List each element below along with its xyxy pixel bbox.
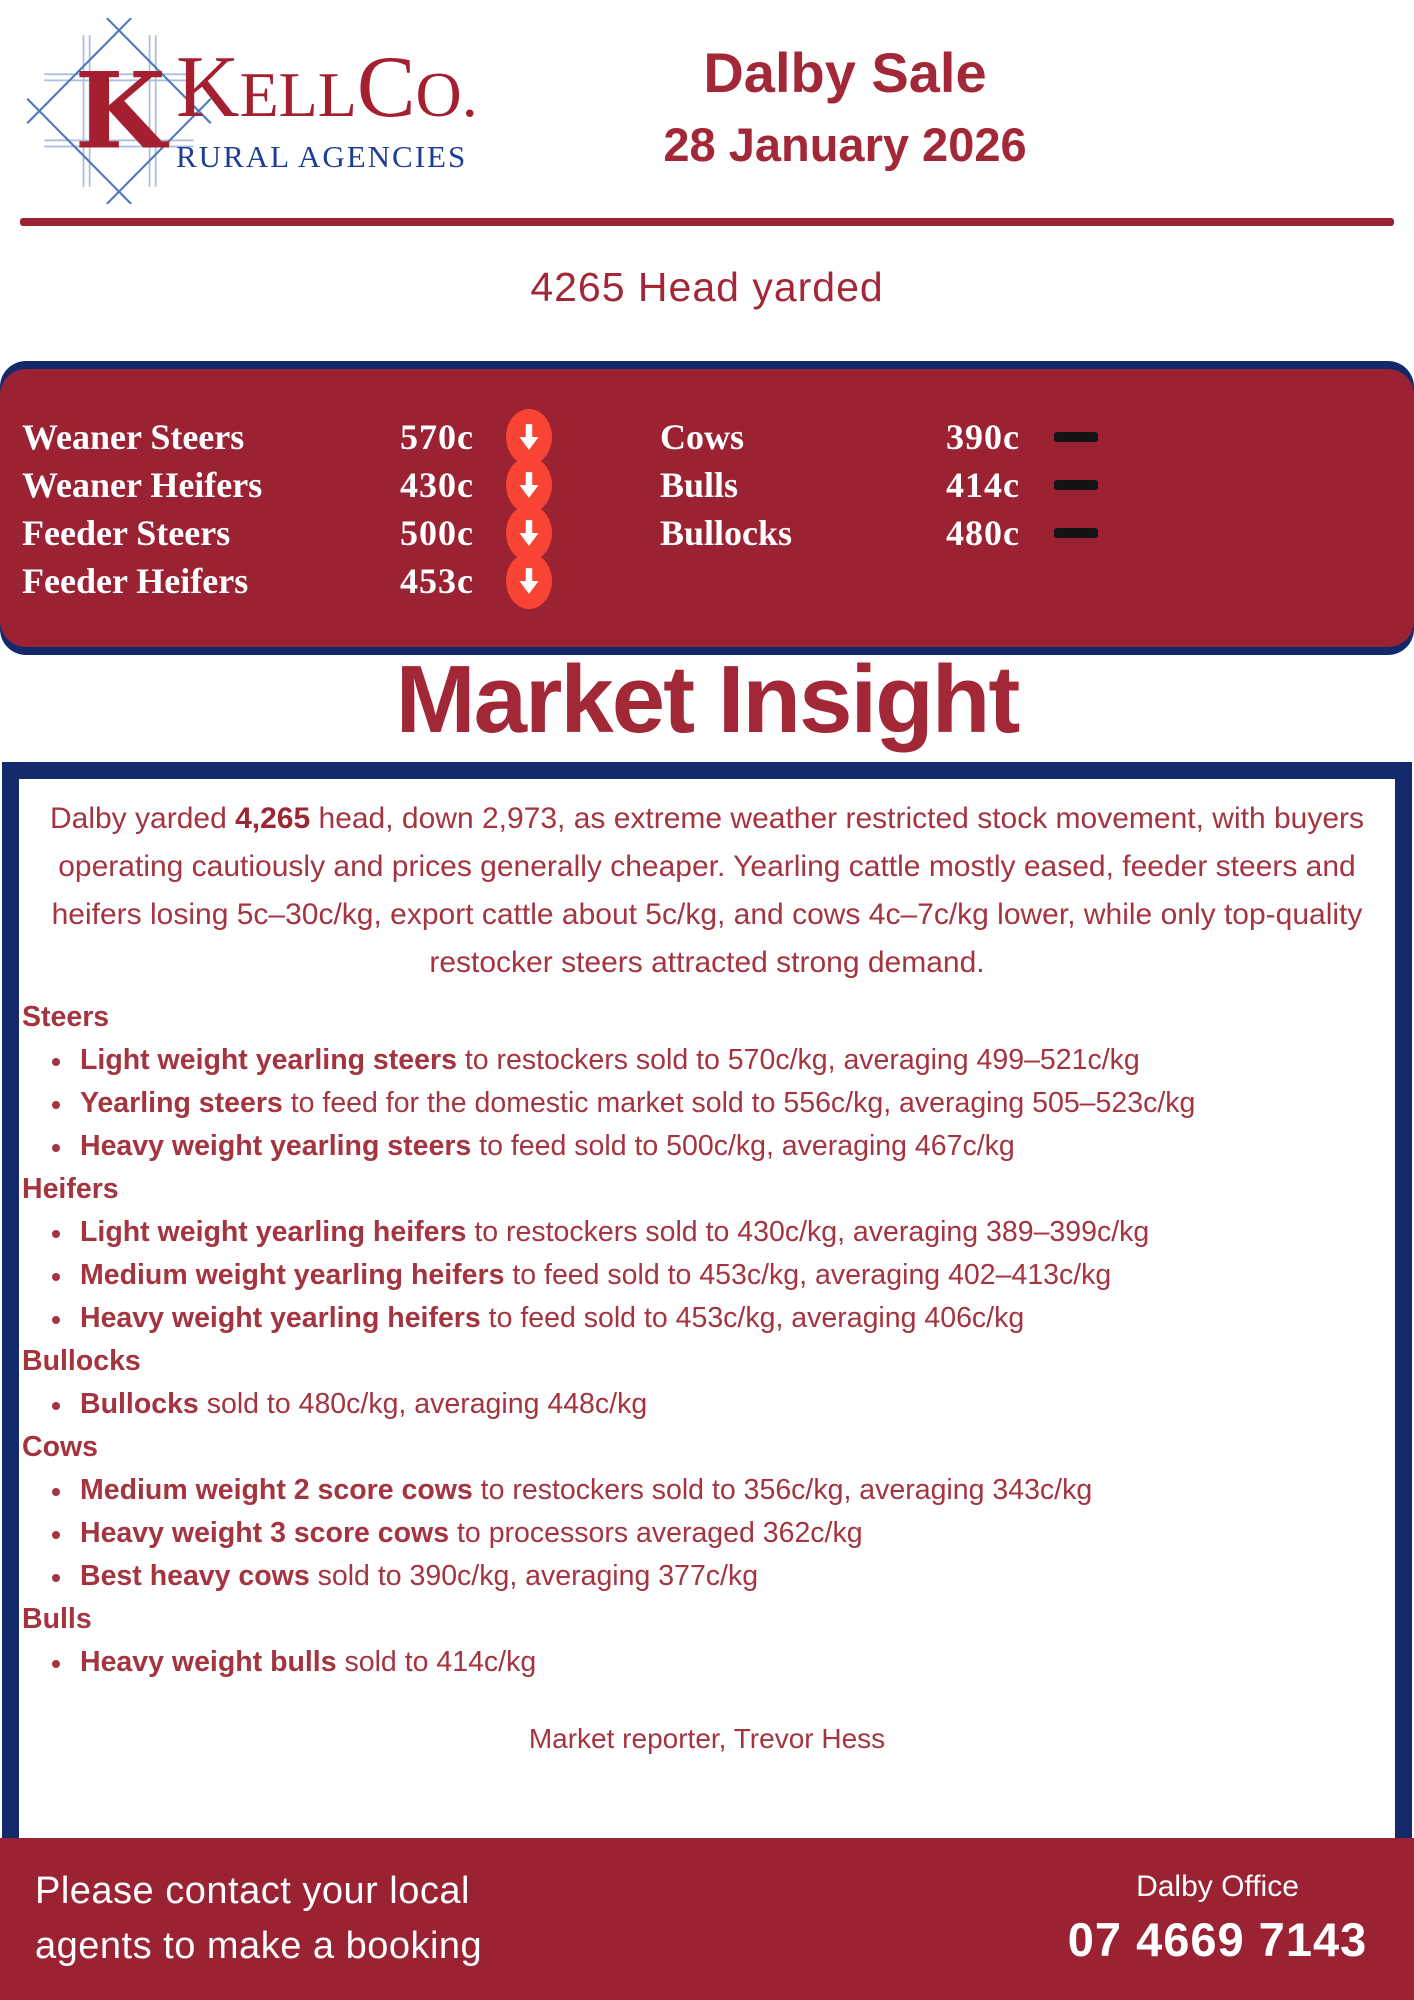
steady-dash-icon (1054, 480, 1098, 490)
bullet-lead: Heavy weight bulls (80, 1646, 337, 1678)
wordmark-part: ELL (239, 59, 357, 130)
price-value: 453c (400, 561, 474, 601)
bullet-item (22, 1469, 1367, 1512)
bullet-lead: Medium weight yearling heifers (80, 1259, 505, 1291)
price-row (660, 413, 1098, 461)
footer-bar (0, 1838, 1414, 2000)
price-value: 500c (400, 513, 474, 553)
bullet-rest: to restockers sold to 356c/kg, averaging 343c/kg (472, 1474, 1093, 1506)
bullet-rest: to feed sold to 453c/kg, averaging 402–413c/kg (504, 1259, 1112, 1291)
summary-text: head, down 2,973, as extreme weather restricted stock movement, with buyers operating cautiously and prices generally cheaper. Yearling cattle mostly eased, feeder steers and heifers losing 5c–30c/kg, export cattle about 5c/kg, and cows 4c–7c/kg lower, while only top-quality restocker steers attracted strong demand. (51, 802, 1365, 979)
wordmark-part: C (356, 39, 416, 136)
section-heading-cows: Cows (22, 1431, 99, 1463)
section-heading-heifers: Heifers (22, 1173, 119, 1205)
bullet-rest: to restockers sold to 430c/kg, averaging 389–399c/kg (466, 1216, 1150, 1248)
market-reporter-credit: Market reporter, Trevor Hess (528, 1723, 886, 1754)
bullet-rest: sold to 414c/kg (336, 1646, 537, 1678)
down-arrow-icon (506, 553, 552, 609)
price-row (22, 461, 552, 509)
price-banner (0, 361, 1414, 655)
bullet-lead: Bullocks (80, 1388, 199, 1420)
bullet-item (22, 1254, 1367, 1297)
bullet-item (22, 1641, 1367, 1684)
price-value: 480c (946, 513, 1020, 553)
wordmark-part: K (176, 39, 240, 136)
booking-message-line2: agents to make a booking (35, 1925, 483, 1967)
booking-message-line1: Please contact your local (35, 1870, 470, 1912)
bullet-lead: Yearling steers (80, 1087, 283, 1119)
price-row (22, 413, 552, 461)
section-list (22, 1383, 1367, 1426)
bullet-lead: Heavy weight 3 score cows (80, 1517, 450, 1549)
head-yarded-text: 4265 Head yarded (530, 264, 884, 310)
price-column-left (22, 413, 552, 605)
price-value: 570c (400, 417, 474, 457)
bullet-item (22, 1555, 1367, 1598)
bullet-lead: Best heavy cows (80, 1560, 310, 1592)
bullet-rest: to feed sold to 453c/kg, averaging 406c/kg (480, 1302, 1025, 1334)
price-banner-background (0, 369, 1414, 647)
sale-date: 28 January 2026 (663, 118, 1027, 171)
bullet-rest: to feed for the domestic market sold to 556c/kg, averaging 505–523c/kg (282, 1087, 1196, 1119)
price-label: Feeder Heifers (22, 561, 249, 601)
section-heading-bulls: Bulls (22, 1603, 92, 1635)
section-list (22, 1469, 1367, 1598)
price-row (22, 557, 552, 605)
header-divider (20, 218, 1394, 226)
bullet-item (22, 1125, 1367, 1168)
bullet-rest: to feed sold to 500c/kg, averaging 467c/kg (471, 1130, 1015, 1162)
bullet-rest: sold to 480c/kg, averaging 448c/kg (198, 1388, 648, 1420)
market-insight-box (2, 762, 1412, 1868)
section-list (22, 1211, 1367, 1340)
summary-text: Dalby yarded (49, 802, 236, 835)
section-heading-steers: Steers (22, 1001, 110, 1033)
price-value: 430c (400, 465, 474, 505)
bullet-item (22, 1039, 1367, 1082)
bullet-lead: Light weight yearling steers (80, 1044, 457, 1076)
market-summary-paragraph (37, 795, 1377, 987)
price-column-right (660, 413, 1098, 557)
summary-head-count: 4,265 (235, 802, 311, 835)
price-row (660, 509, 1098, 557)
section-heading-bullocks: Bullocks (22, 1345, 141, 1377)
section-list (22, 1039, 1367, 1168)
bullet-rest: to restockers sold to 570c/kg, averaging 499–521c/kg (456, 1044, 1140, 1076)
bullet-item (22, 1211, 1367, 1254)
bullet-rest: sold to 390c/kg, averaging 377c/kg (309, 1560, 759, 1592)
price-label: Weaner Steers (22, 417, 245, 457)
office-name: Dalby Office (1136, 1870, 1299, 1903)
sale-title-block (545, 40, 1145, 172)
price-label: Feeder Steers (22, 513, 231, 553)
section-list (22, 1641, 1367, 1684)
office-contact-block (1030, 1870, 1405, 1967)
price-label: Weaner Heifers (22, 465, 263, 505)
steady-dash-icon (1054, 432, 1098, 442)
bullet-lead: Medium weight 2 score cows (80, 1474, 473, 1506)
logo-tagline: RURAL AGENCIES (176, 138, 468, 174)
logo-wordmark-block (176, 39, 478, 175)
office-phone-number: 07 4669 7143 (1067, 1913, 1368, 1966)
bullet-item (22, 1297, 1367, 1340)
bullet-lead: Heavy weight yearling steers (80, 1130, 472, 1162)
bullet-rest: to processors averaged 362c/kg (449, 1517, 863, 1549)
price-label: Bulls (660, 465, 739, 505)
sale-title: Dalby Sale (703, 41, 987, 104)
category-sections (22, 996, 1367, 1684)
bullet-item (22, 1512, 1367, 1555)
bullet-lead: Heavy weight yearling heifers (80, 1302, 481, 1334)
logo-wordmark (176, 39, 478, 136)
bullet-lead: Light weight yearling heifers (80, 1216, 467, 1248)
price-value: 390c (946, 417, 1020, 457)
price-value: 414c (946, 465, 1020, 505)
bullet-item (22, 1383, 1367, 1426)
price-label: Cows (660, 417, 745, 457)
booking-message (35, 1864, 482, 1974)
price-row (660, 461, 1098, 509)
bullet-item (22, 1082, 1367, 1125)
market-insight-heading: Market Insight (395, 646, 1019, 753)
steady-dash-icon (1054, 528, 1098, 538)
wordmark-part: O. (415, 59, 478, 130)
price-row (22, 509, 552, 557)
price-label: Bullocks (660, 513, 793, 553)
logo-monogram: K (74, 48, 166, 173)
